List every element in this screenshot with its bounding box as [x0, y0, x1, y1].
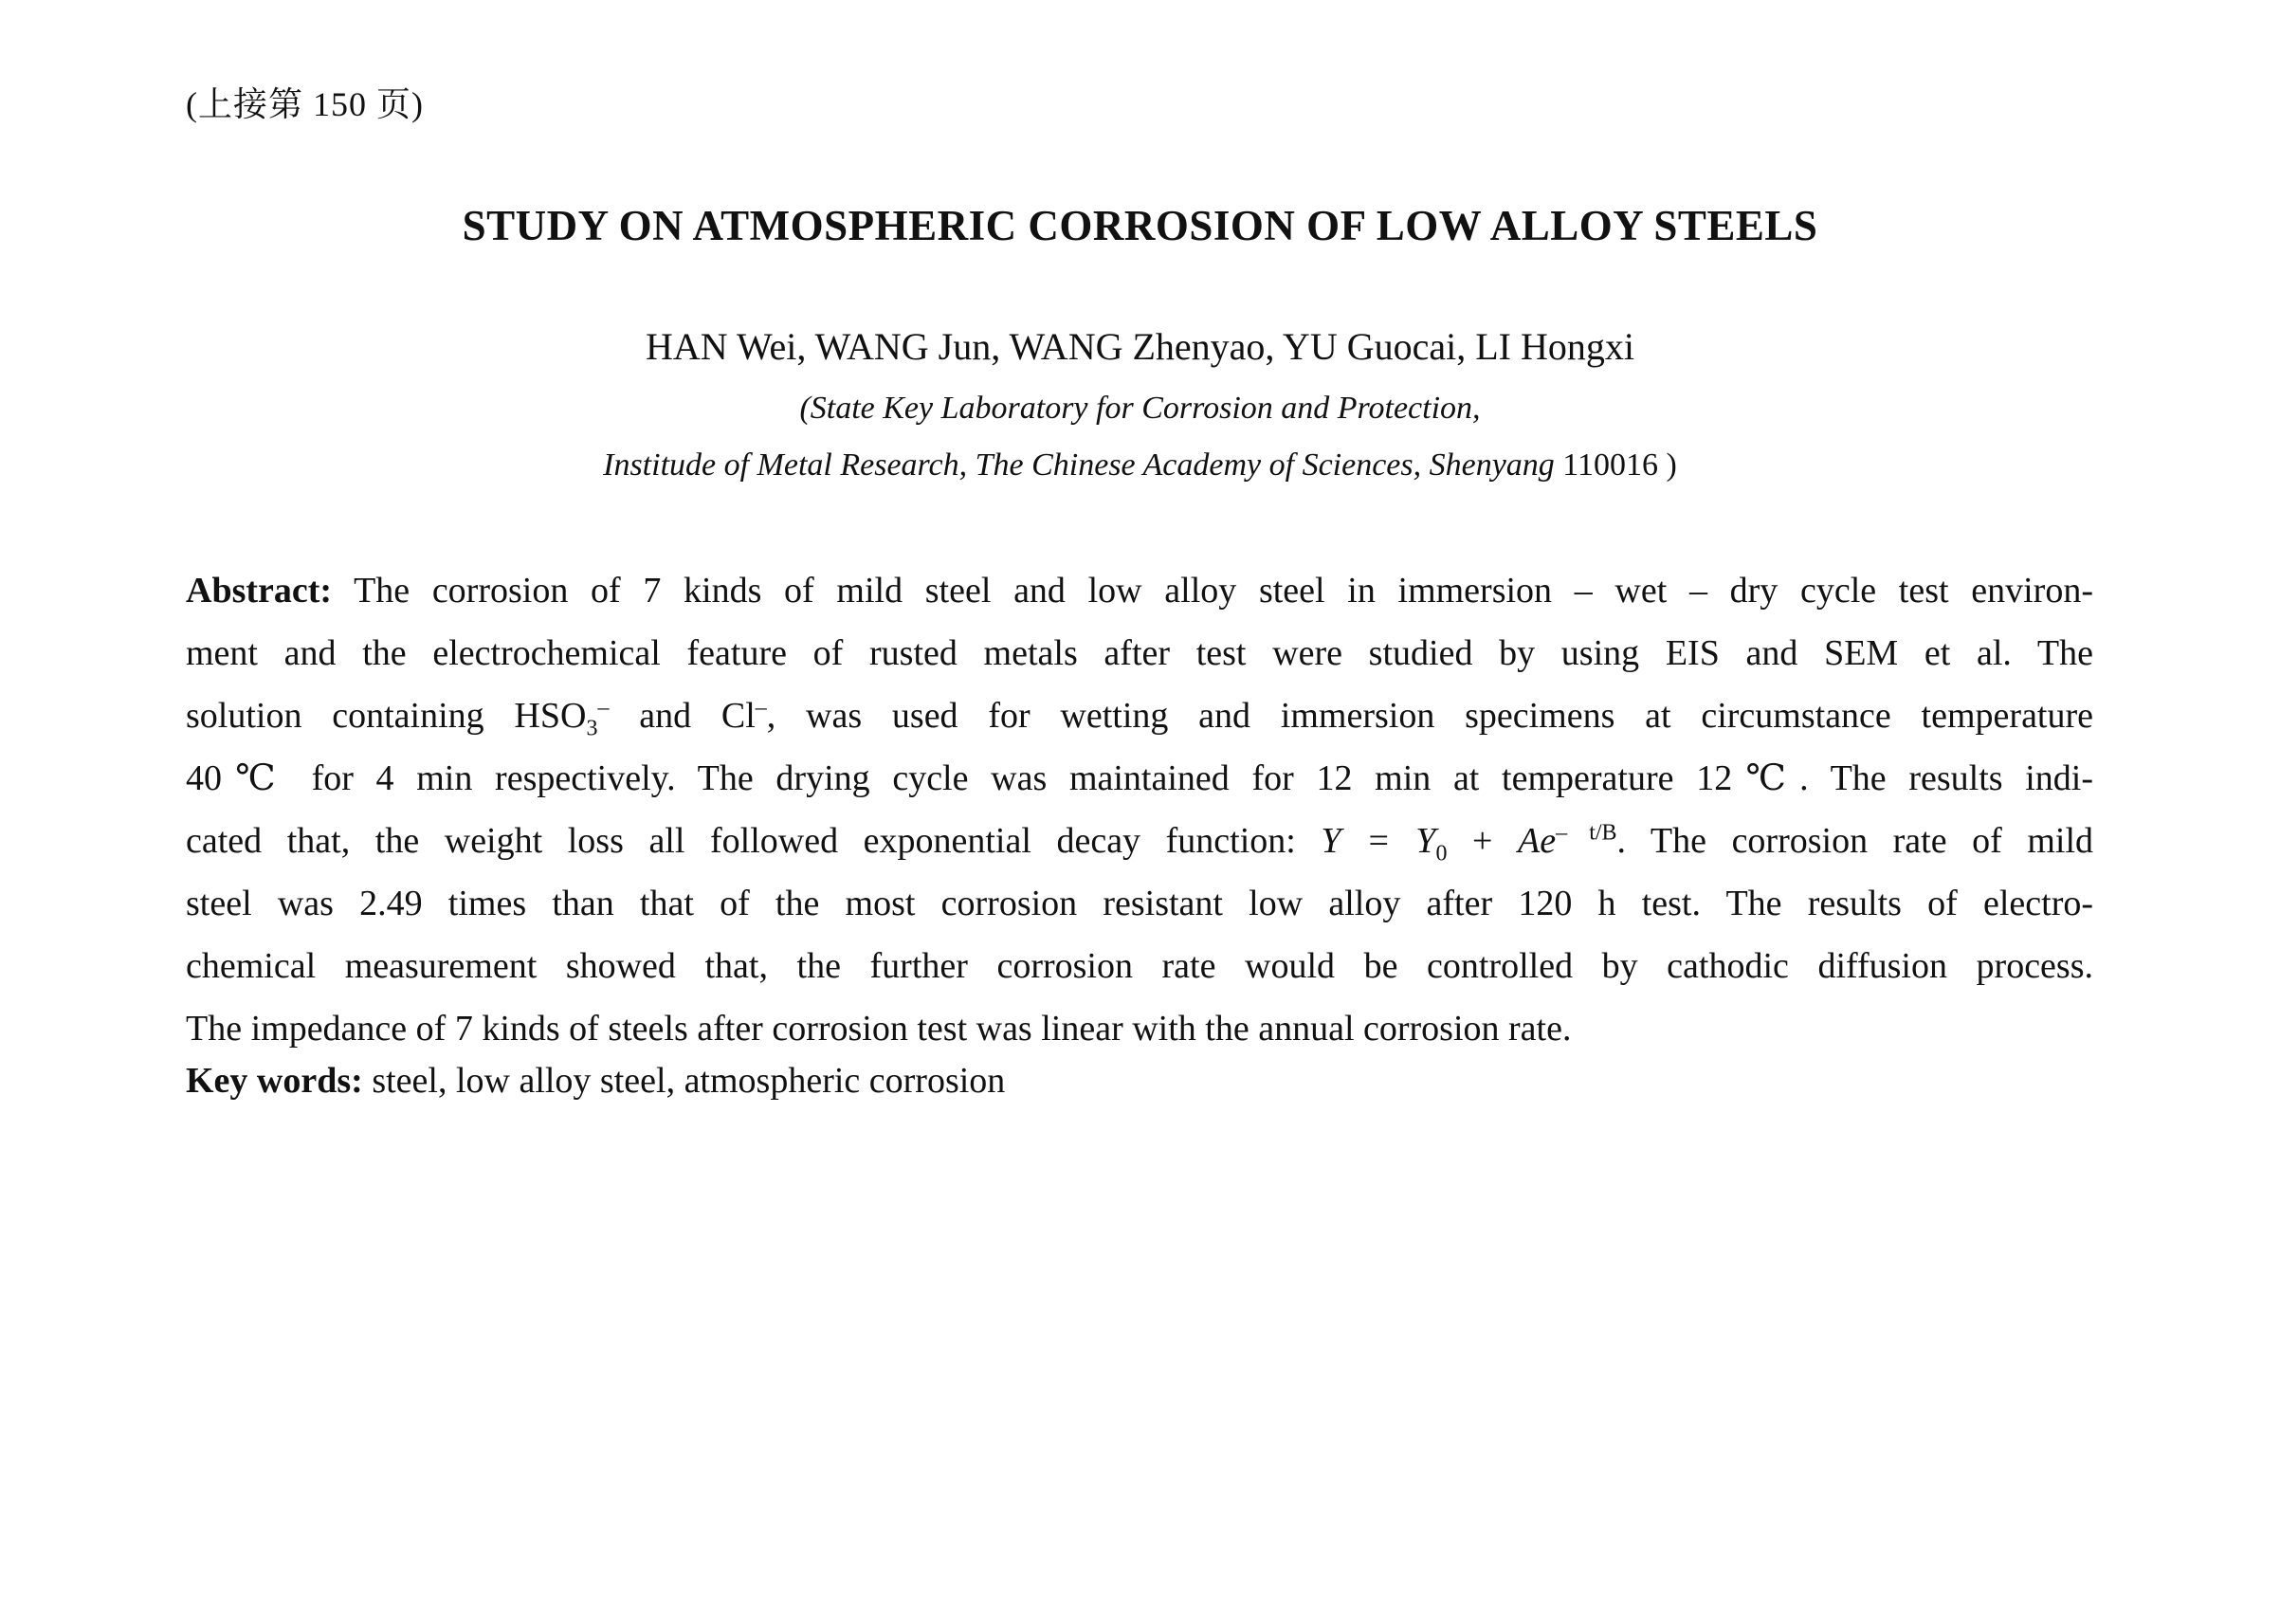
abstract-text-5b: . The corrosion rate of mild	[1616, 821, 2094, 861]
paper-title: STUDY ON ATMOSPHERIC CORROSION OF LOW ALLOY STEELS	[462, 202, 1818, 249]
abstract-text-3a: solution containing HSO	[186, 696, 587, 736]
affiliation-institute: Institude of Metal Research, The Chinese Academy of Sciences, Shenyang	[603, 447, 1555, 483]
abstract-text-1: The corrosion of 7 kinds of mild steel and low alloy steel in immersion – wet – dry cycle test environ-	[354, 571, 2093, 611]
abstract-line-3	[186, 684, 2093, 747]
affiliation-postcode: 110016 )	[1562, 447, 1677, 483]
author-list: HAN Wei, WANG Jun, WANG Zhenyao, YU Guocai, LI Hongxi	[646, 325, 1634, 368]
equation-ae: Ae	[1518, 821, 1557, 861]
equation-subscript: 0	[1435, 841, 1448, 867]
keywords-text: steel, low alloy steel, atmospheric corrosion	[372, 1061, 1006, 1101]
abstract-label: Abstract:	[186, 571, 333, 611]
abstract-line-6: steel was 2.49 times than that of the most corrosion resistant low alloy after 120 h test. The results of electro-	[186, 884, 2093, 923]
abstract-line-7: chemical measurement showed that, the further corrosion rate would be controlled by cathodic diffusion process.	[186, 946, 2093, 986]
abstract	[186, 559, 2093, 1060]
affiliation-line-1: (State Key Laboratory for Corrosion and Protection,	[799, 391, 1481, 426]
equation-lhs: Y = Y	[1321, 821, 1436, 861]
bisulfite-subscript: 3	[586, 716, 598, 741]
equation-plus: +	[1472, 821, 1493, 861]
keywords-label: Key words:	[186, 1061, 363, 1101]
abstract-line-4: 40℃ for 4 min respectively. The drying cycle was maintained for 12 min at temperature 12℃. The results indi-	[186, 758, 2093, 798]
abstract-text-5a: cated that, the weight loss all followed exponential decay function:	[186, 821, 1296, 861]
bisulfite-charge: –	[597, 695, 610, 721]
chloride-charge: –	[755, 695, 767, 721]
equation-exponent: – t/B	[1556, 820, 1617, 846]
abstract-line-2: ment and the electrochemical feature of rusted metals after test were studied by using EIS and SEM et al. The	[186, 633, 2093, 673]
abstract-text-3c: , was used for wetting and immersion specimens at circumstance temperature	[766, 696, 2094, 736]
abstract-line-5	[186, 810, 2093, 872]
abstract-line-1	[186, 559, 2093, 622]
keywords	[186, 1060, 1005, 1102]
abstract-line-8: The impedance of 7 kinds of steels after corrosion test was linear with the annual corrosion rate.	[186, 1009, 1572, 1049]
affiliation-line-2	[0, 447, 2280, 484]
continued-from-note: (上接第 150 页)	[186, 85, 424, 123]
abstract-text-3b: and Cl	[639, 696, 756, 736]
